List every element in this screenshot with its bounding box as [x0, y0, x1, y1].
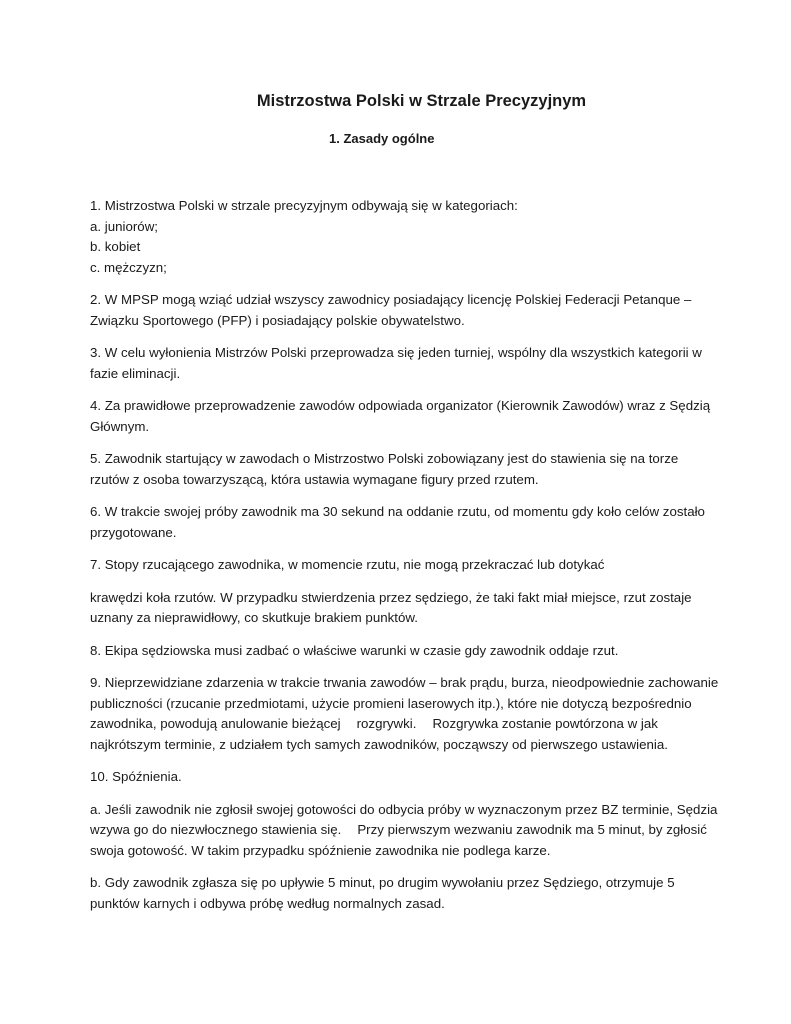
- paragraph-10a: [90, 800, 720, 862]
- paragraph-4: 4. Za prawidłowe przeprowadzenie zawodów odpowiada organizator (Kierownik Zawodów) wraz z Sędzią Głównym.: [90, 398, 711, 434]
- paragraph-7-first-line: 7. Stopy rzucającego zawodnika, w momencie rzutu, nie mogą przekraczać lub dotykać: [90, 557, 605, 572]
- paragraph-10a-part-2: Przy pierwszym wezwaniu zawodnik ma 5 minut, by zgłosić swoja gotowość. W takim przypadku spóźnienie zawodnika nie podlega karze.: [90, 822, 707, 858]
- document-title: Mistrzostwa Polski w Strzale Precyzyjnym: [256, 92, 587, 110]
- document-body: [90, 196, 720, 926]
- category-item: c. mężczyzn;: [90, 259, 167, 275]
- intro-line: 1. Mistrzostwa Polski w strzale precyzyjnym odbywają się w kategoriach:: [90, 198, 518, 213]
- category-item: a. juniorów;: [90, 218, 158, 234]
- paragraph-9-part-3: Rozgrywka zostanie powtórzona w jak najkrótszym terminie, z udziałem tych samych zawodników, począwszy od pierwszego ustawienia.: [90, 716, 668, 752]
- paragraph-9: [90, 673, 720, 755]
- intro-block: [90, 196, 720, 278]
- paragraph-9-part-1: 9. Nieprzewidziane zdarzenia w trakcie trwania zawodów – brak prądu, burza, nieodpowiednie zachowanie publiczności (rzucanie przedmiotami, użycie promieni laserowych itp.), które nie dotyczą bezpośrednio zawodnika, powodują anulowanie bieżącej: [90, 675, 719, 731]
- paragraph-10b: b. Gdy zawodnik zgłasza się po upływie 5 minut, po drugim wywołaniu przez Sędziego, otrzymuje 5 punktów karnych i odbywa próbę według normalnych zasad.: [90, 875, 675, 911]
- paragraph-10-heading: 10. Spóźnienia.: [90, 769, 182, 784]
- paragraph-3: 3. W celu wyłonienia Mistrzów Polski przeprowadza się jeden turniej, wspólny dla wszystkich kategorii w fazie eliminacji.: [90, 345, 702, 381]
- paragraph-2: 2. W MPSP mogą wziąć udział wszyscy zawodnicy posiadający licencję Polskiej Federacji Petanque – Związku Sportowego (PFP) i posiadający polskie obywatelstwo.: [90, 292, 692, 328]
- paragraph-10a-part-1: a. Jeśli zawodnik nie zgłosił swojej gotowości do odbycia próby w wyznaczonym przez BZ terminie, Sędzia wzywa go do niezwłocznego stawienia się.: [90, 801, 718, 837]
- section-heading: 1. Zasady ogólne: [329, 131, 435, 146]
- category-item: b. kobiet: [90, 239, 141, 254]
- paragraph-5: 5. Zawodnik startujący w zawodach o Mistrzostwo Polski zobowiązany jest do stawienia się na torze rzutów z osoba towarzyszącą, która ustawia wymagane figury przed rzutem.: [90, 451, 679, 487]
- paragraph-8: 8. Ekipa sędziowska musi zadbać o właściwe warunki w czasie gdy zawodnik oddaje rzut.: [90, 642, 619, 658]
- paragraph-7-continuation: krawędzi koła rzutów. W przypadku stwierdzenia przez sędziego, że taki fakt miał miejsce, rzut zostaje uznany za nieprawidłowy, co skutkuje brakiem punktów.: [90, 589, 692, 625]
- paragraph-6: 6. W trakcie swojej próby zawodnik ma 30 sekund na oddanie rzutu, od momentu gdy koło celów zostało przygotowane.: [90, 504, 705, 540]
- paragraph-9-part-2: rozgrywki.: [356, 716, 417, 731]
